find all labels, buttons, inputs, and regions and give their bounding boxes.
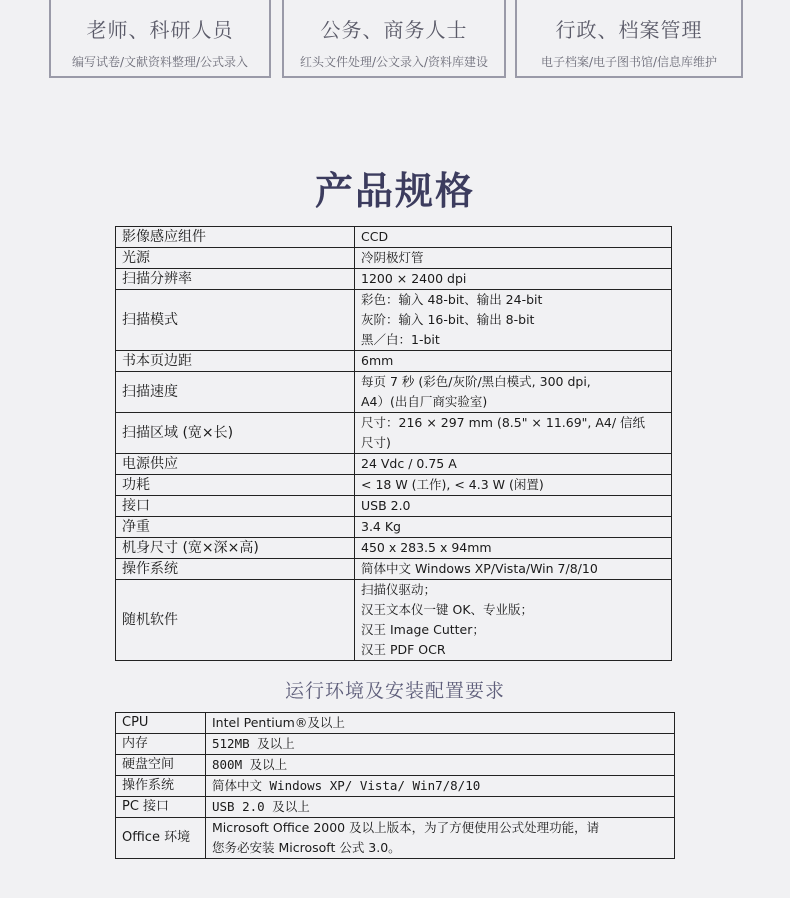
row-value-line: A4）(出自厂商实验室) <box>361 394 488 409</box>
row-value-line: 汉王 Image Cutter； <box>361 622 485 637</box>
category-title: 老师、科研人员 <box>86 18 234 42</box>
category-card-archives <box>515 0 743 78</box>
row-label: 影像感应组件 <box>116 227 355 248</box>
table-row <box>116 538 672 559</box>
row-value: 512MB 及以上 <box>206 734 675 755</box>
row-value-line: Microsoft Office 2000 及以上版本，为了方便使用公式处理功能，请 <box>212 820 600 835</box>
table-row <box>116 559 672 580</box>
row-label: 扫描分辨率 <box>116 269 355 290</box>
row-value: < 18 W (工作), < 4.3 W (闲置) <box>355 475 672 496</box>
table-row <box>116 351 672 372</box>
row-value <box>355 580 672 661</box>
row-label: 扫描区域 (宽×长) <box>116 413 355 454</box>
category-desc: 电子档案/电子图书馆/信息库维护 <box>540 55 718 69</box>
row-value <box>355 413 672 454</box>
row-value-line: 每页 7 秒 (彩色/灰阶/黑白模式, 300 dpi, <box>361 374 591 389</box>
row-label: 净重 <box>116 517 355 538</box>
category-title: 行政、档案管理 <box>555 18 703 42</box>
row-label: 扫描速度 <box>116 372 355 413</box>
table-row <box>116 269 672 290</box>
row-label: 光源 <box>116 248 355 269</box>
row-value: 1200 × 2400 dpi <box>355 269 672 290</box>
table-row <box>116 713 675 734</box>
row-value-line: 灰阶：输入 16-bit、输出 8-bit <box>361 312 535 327</box>
table-row <box>116 475 672 496</box>
row-value <box>355 372 672 413</box>
table-row <box>116 454 672 475</box>
category-card-teachers <box>49 0 271 78</box>
row-value: 简体中文 Windows XP/ Vista/ Win7/8/10 <box>206 776 675 797</box>
spec-table <box>115 226 672 661</box>
category-desc: 红头文件处理/公文录入/资料库建设 <box>299 55 489 69</box>
row-label: CPU <box>116 713 206 734</box>
row-label: 硬盘空间 <box>116 755 206 776</box>
requirements-title: 运行环境及安装配置要求 <box>284 680 505 702</box>
row-value-line: 汉王文本仪一键 OK、专业版； <box>361 602 534 617</box>
row-label: 随机软件 <box>116 580 355 661</box>
table-row <box>116 248 672 269</box>
table-row <box>116 413 672 454</box>
category-card-business <box>282 0 506 78</box>
row-value-line: 扫描仪驱动； <box>361 582 437 597</box>
table-row <box>116 734 675 755</box>
row-value: USB 2.0 <box>355 496 672 517</box>
category-row <box>49 0 743 80</box>
row-value: 简体中文 Windows XP/Vista/Win 7/8/10 <box>355 559 672 580</box>
table-row <box>116 776 675 797</box>
row-value: 3.4 Kg <box>355 517 672 538</box>
table-row <box>116 496 672 517</box>
table-row <box>116 818 675 859</box>
row-value: USB 2.0 及以上 <box>206 797 675 818</box>
table-row <box>116 797 675 818</box>
row-value-line: 您务必安装 Microsoft 公式 3.0。 <box>212 840 401 855</box>
table-row <box>116 755 675 776</box>
row-value: 冷阴极灯管 <box>355 248 672 269</box>
row-value-line: 黑／白：1-bit <box>361 332 440 347</box>
row-value <box>206 818 675 859</box>
row-label: Office 环境 <box>116 818 206 859</box>
row-label: 功耗 <box>116 475 355 496</box>
spec-title: 产品规格 <box>314 169 475 213</box>
row-value: 800M 及以上 <box>206 755 675 776</box>
row-value: 6mm <box>355 351 672 372</box>
row-value: Intel Pentium®及以上 <box>206 713 675 734</box>
row-value: CCD <box>355 227 672 248</box>
table-row <box>116 290 672 351</box>
row-value <box>355 290 672 351</box>
table-row <box>116 580 672 661</box>
row-label: 操作系统 <box>116 776 206 797</box>
row-value-line: 彩色：输入 48-bit、输出 24-bit <box>361 292 543 307</box>
row-label: 书本页边距 <box>116 351 355 372</box>
table-row <box>116 227 672 248</box>
row-label: 扫描模式 <box>116 290 355 351</box>
row-label: 机身尺寸 (宽×深×高) <box>116 538 355 559</box>
row-value-line: 汉王 PDF OCR <box>361 642 446 657</box>
row-value-line: 尺寸：216 × 297 mm (8.5" × 11.69", A4/ 信纸 <box>361 415 646 430</box>
table-row <box>116 517 672 538</box>
row-label: 内存 <box>116 734 206 755</box>
table-row <box>116 372 672 413</box>
row-label: 接口 <box>116 496 355 517</box>
row-label: PC 接口 <box>116 797 206 818</box>
category-desc: 编写试卷/文献资料整理/公式录入 <box>71 55 249 69</box>
row-value-line: 尺寸) <box>361 435 391 450</box>
requirements-table <box>115 712 675 859</box>
row-value: 450 x 283.5 x 94mm <box>355 538 672 559</box>
row-value: 24 Vdc / 0.75 A <box>355 454 672 475</box>
row-label: 电源供应 <box>116 454 355 475</box>
row-label: 操作系统 <box>116 559 355 580</box>
category-title: 公务、商务人士 <box>320 18 468 42</box>
